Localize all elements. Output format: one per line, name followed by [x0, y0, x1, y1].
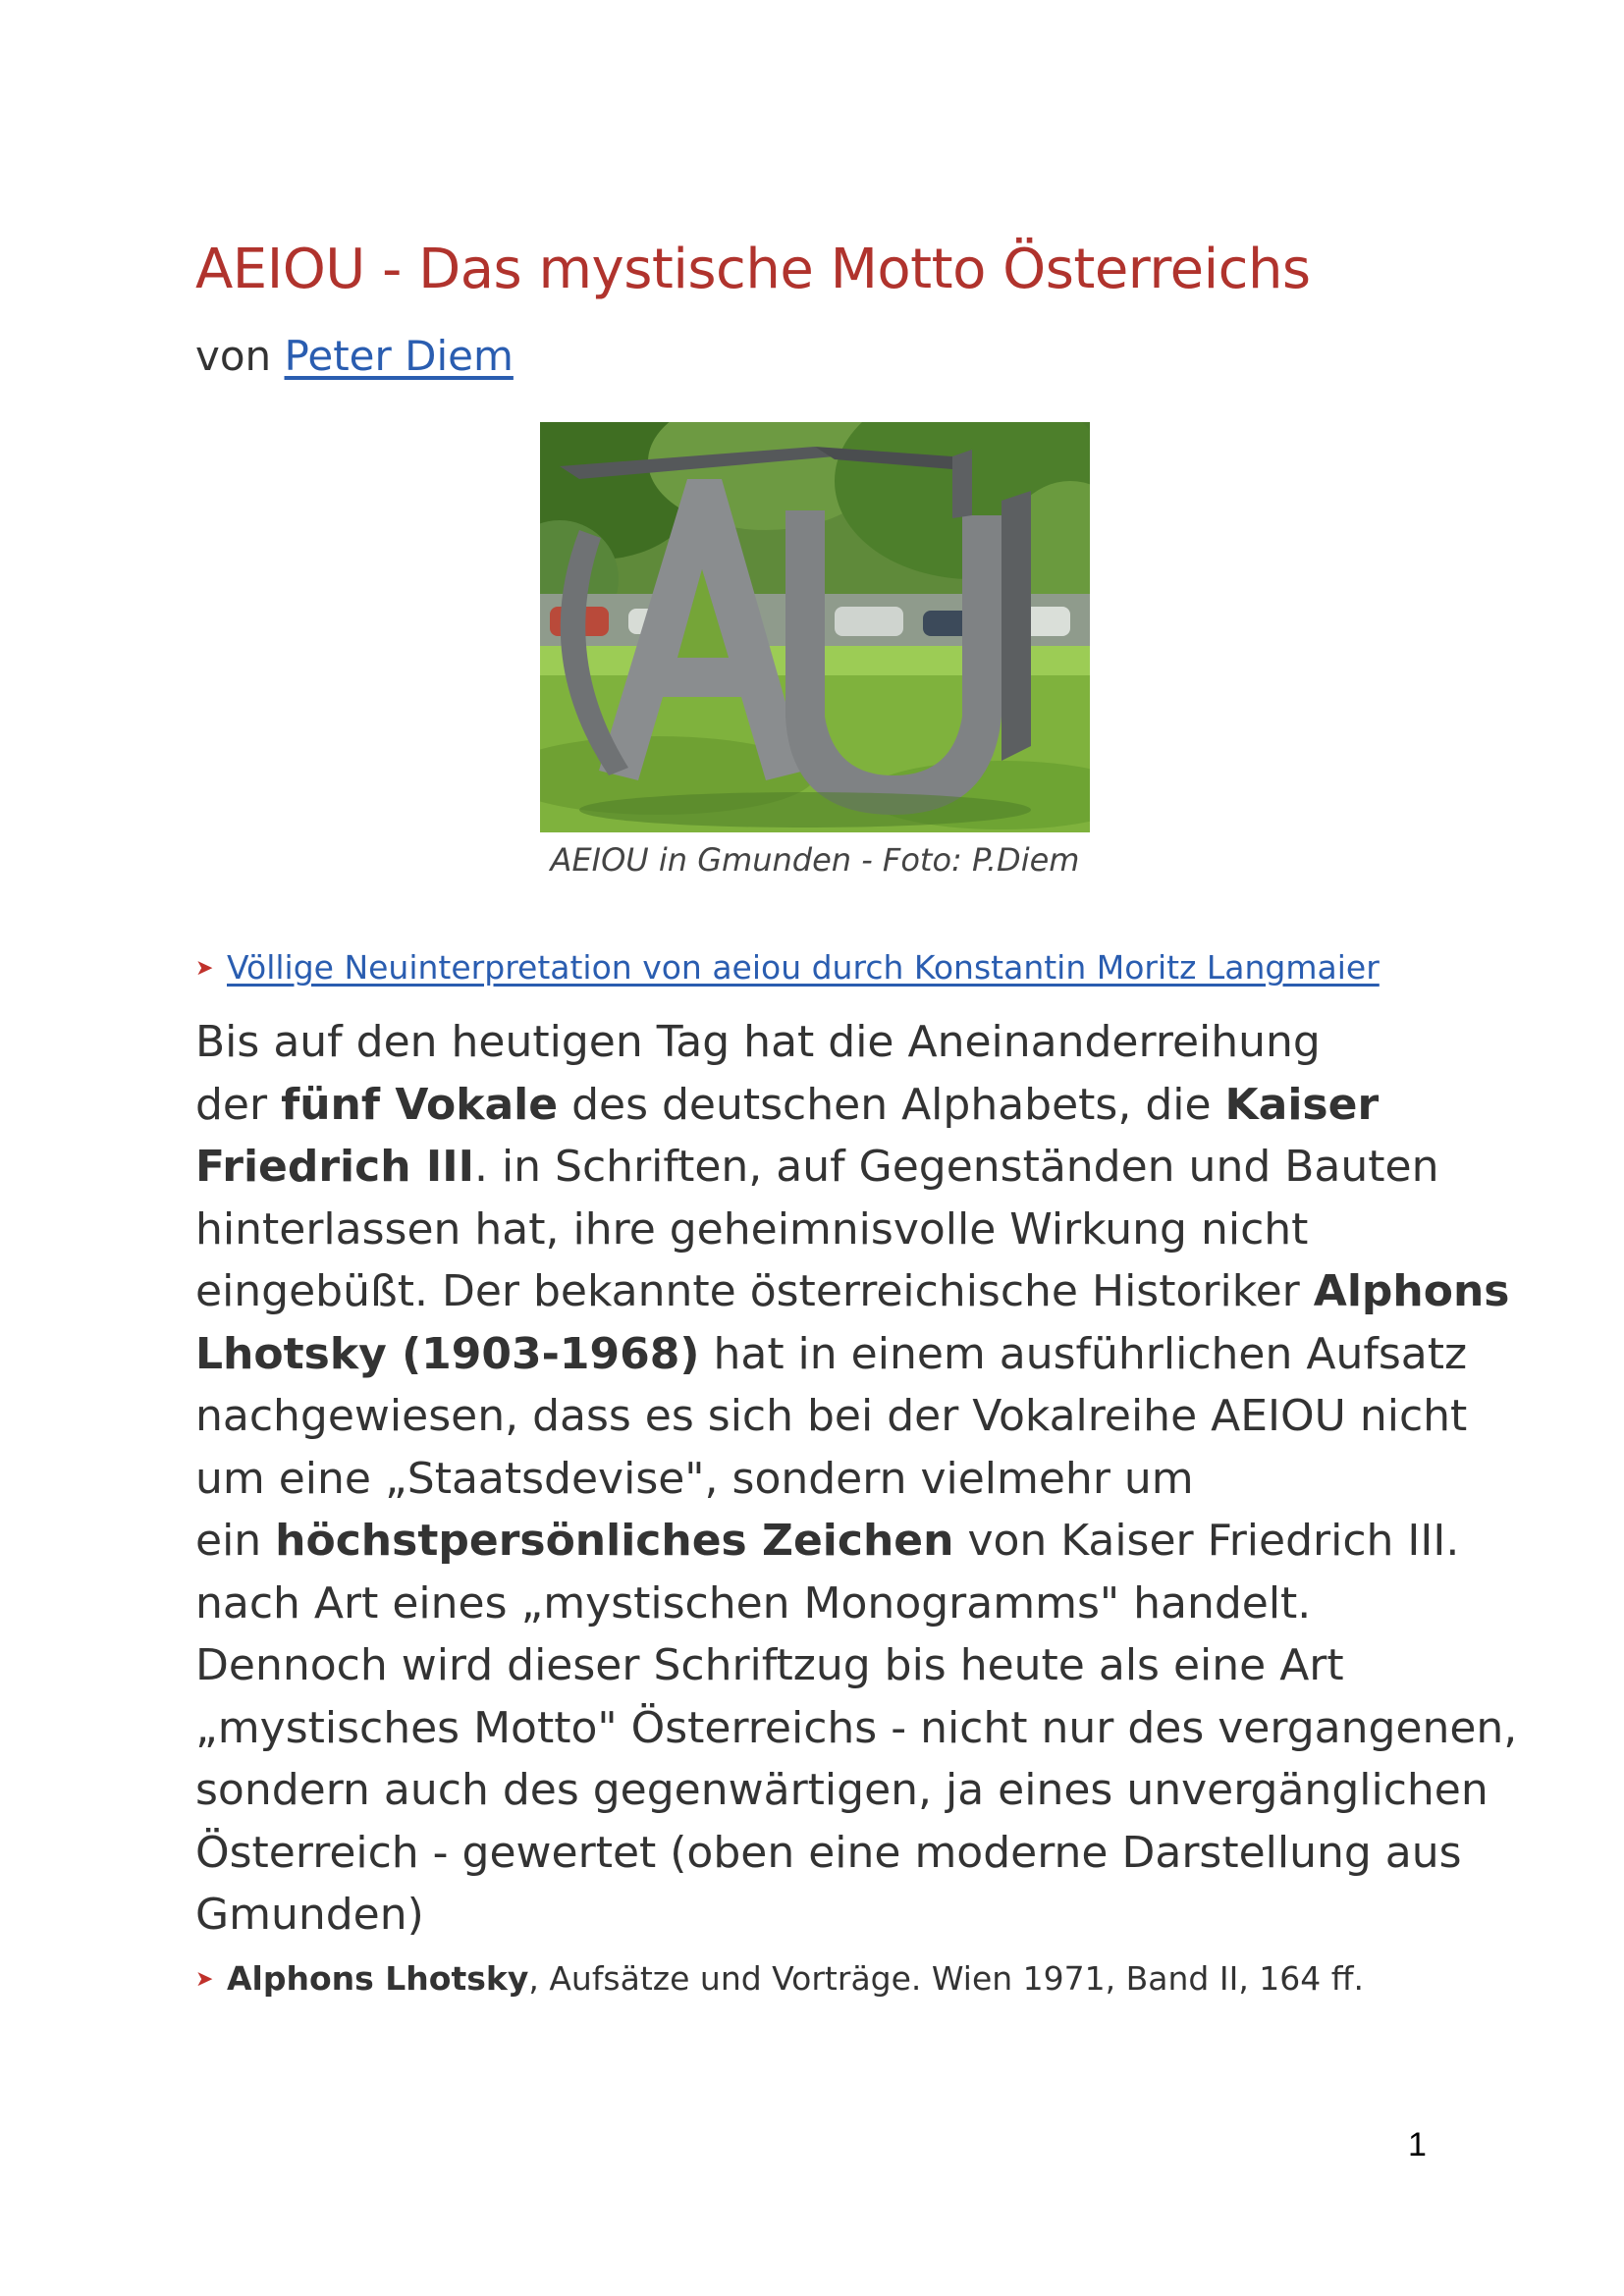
reference-author: Alphons Lhotsky: [227, 1959, 529, 1998]
emphasis: Alphons: [1313, 1266, 1510, 1316]
body-line: Österreich - gewertet (oben eine moderne Darstellung aus: [195, 1827, 1462, 1878]
byline: [195, 329, 514, 384]
body-line: Lhotsky (1903-1968) hat in einem ausführlichen Aufsatz: [195, 1328, 1468, 1379]
body-line: Gmunden): [195, 1890, 424, 1940]
emphasis: Friedrich III: [195, 1142, 474, 1192]
emphasis: fünf Vokale: [281, 1079, 559, 1130]
figure-caption: AEIOU in Gmunden - Foto: P.Diem: [550, 841, 1080, 879]
emphasis: Lhotsky (1903-1968): [195, 1328, 700, 1379]
article-body: [195, 1011, 1518, 1947]
body-line: sondern auch des gegenwärtigen, ja eines unvergänglichen: [195, 1765, 1489, 1815]
body-line: nachgewiesen, dass es sich bei der Vokalreihe AEIOU nicht: [195, 1391, 1468, 1441]
body-line: Friedrich III. in Schriften, auf Gegenständen und Bauten: [195, 1142, 1439, 1192]
body-line: Bis auf den heutigen Tag hat die Aneinanderreihung: [195, 1017, 1321, 1067]
byline-prefix: von: [195, 332, 285, 380]
body-line: ein höchstpersönliches Zeichen von Kaiser Friedrich III.: [195, 1516, 1460, 1566]
arrow-right-icon: ➤: [195, 1967, 214, 1992]
author-link[interactable]: Peter Diem: [284, 332, 514, 380]
body-line: nach Art eines „mystischen Monogramms" handelt.: [195, 1577, 1312, 1629]
body-line: der fünf Vokale des deutschen Alphabets, die Kaiser: [195, 1079, 1380, 1130]
page-number: 1: [1408, 2126, 1427, 2163]
article-title: AEIOU - Das mystische Motto Österreichs: [195, 238, 1311, 301]
body-line: „mystisches Motto" Österreichs - nicht nur des vergangenen,: [195, 1702, 1518, 1753]
emphasis: Kaiser: [1224, 1079, 1380, 1130]
figure: [540, 422, 1090, 881]
emphasis: höchstpersönliches Zeichen: [275, 1516, 954, 1566]
body-line: eingebüßt. Der bekannte österreichische Historiker Alphons: [195, 1266, 1510, 1316]
arrow-right-icon: ➤: [195, 956, 214, 981]
reference-line: [195, 1956, 1364, 2002]
aeiou-sculpture-photo: [540, 422, 1090, 832]
related-link-line: [195, 945, 1380, 991]
body-line: Dennoch wird dieser Schriftzug bis heute als eine Art: [195, 1640, 1344, 1690]
body-line: um eine „Staatsdevise", sondern vielmehr um: [195, 1453, 1194, 1504]
reference-details: , Aufsätze und Vorträge. Wien 1971, Band II, 164 ff.: [528, 1959, 1364, 1998]
body-line: hinterlassen hat, ihre geheimnisvolle Wirkung nicht: [195, 1203, 1309, 1255]
related-link[interactable]: Völlige Neuinterpretation von aeiou durch Konstantin Moritz Langmaier: [227, 948, 1380, 987]
